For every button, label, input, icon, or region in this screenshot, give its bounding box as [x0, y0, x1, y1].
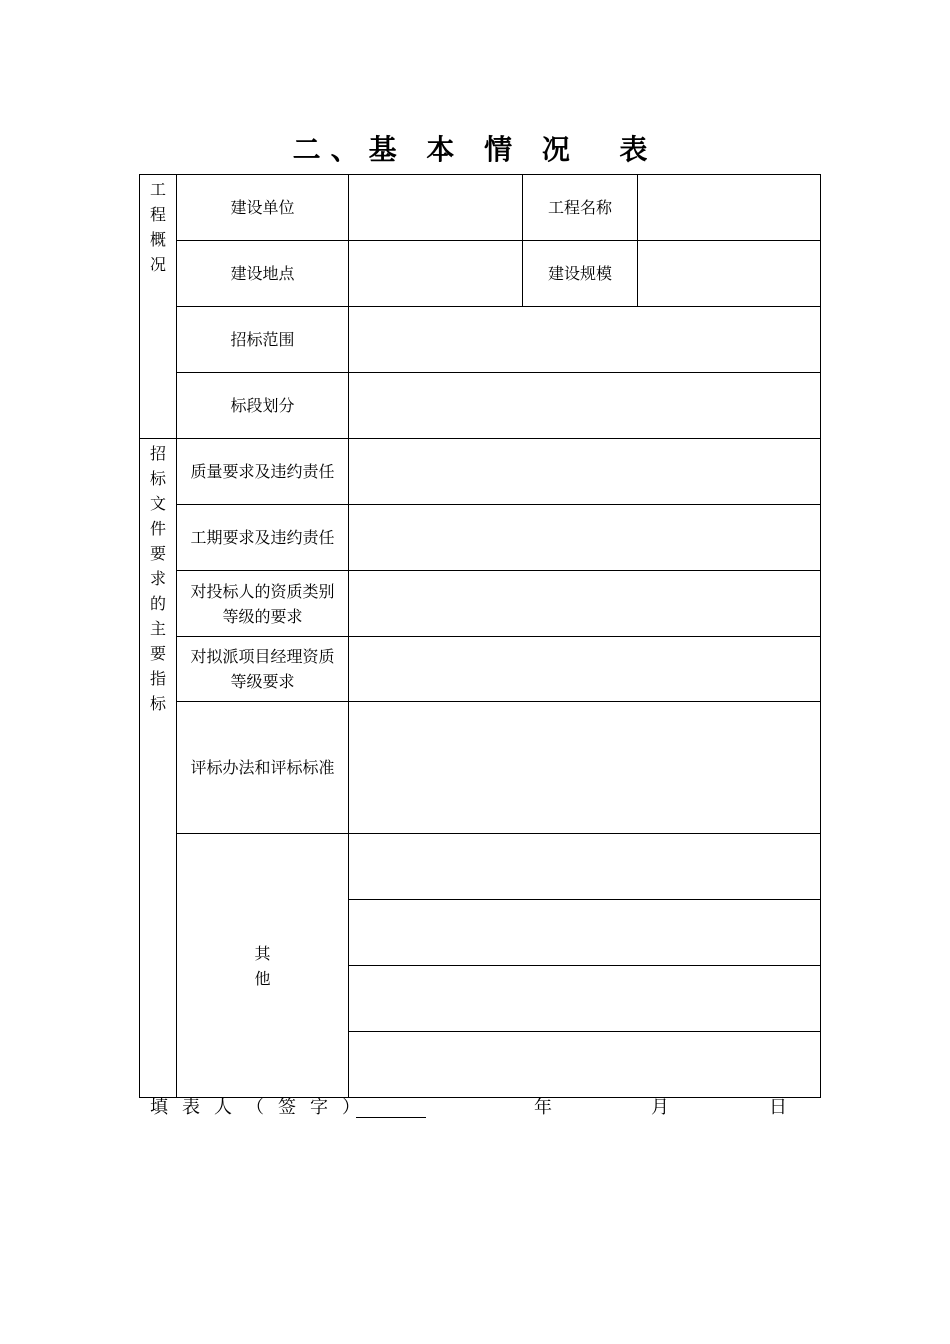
bid-scope-label: 招标范围	[177, 307, 349, 373]
filler-label: 填表人（签字）	[150, 1097, 374, 1118]
section-overview-label: 工程概况	[149, 180, 166, 274]
build-unit-field[interactable]	[349, 175, 523, 241]
section-requirements	[140, 439, 177, 1098]
build-scale-field[interactable]	[638, 241, 821, 307]
bidder-qualification-label: 对投标人的资质类别等级的要求	[177, 571, 349, 637]
section-division-field[interactable]	[349, 373, 821, 439]
section-overview	[140, 175, 177, 439]
build-unit-label: 建设单位	[177, 175, 349, 241]
build-location-field[interactable]	[349, 241, 523, 307]
table-row	[140, 307, 821, 373]
basic-info-table	[139, 174, 821, 1098]
other-field-1[interactable]	[349, 834, 821, 900]
signature-footer	[150, 1095, 800, 1121]
day-label: 日	[769, 1097, 787, 1118]
other-label: 其他	[177, 834, 349, 1098]
evaluation-field[interactable]	[349, 702, 821, 834]
table-row	[140, 439, 821, 505]
manager-qualification-label: 对拟派项目经理资质等级要求	[177, 637, 349, 702]
quality-label: 质量要求及违约责任	[177, 439, 349, 505]
manager-qualification-field[interactable]	[349, 637, 821, 702]
table-row	[140, 373, 821, 439]
other-field-4[interactable]	[349, 1032, 821, 1098]
project-name-label: 工程名称	[523, 175, 638, 241]
page-title: 二、基 本 情 况 表	[292, 133, 658, 166]
table-row	[140, 571, 821, 637]
table-row	[140, 241, 821, 307]
schedule-field[interactable]	[349, 505, 821, 571]
table-row	[140, 702, 821, 834]
build-location-label: 建设地点	[177, 241, 349, 307]
other-field-2[interactable]	[349, 900, 821, 966]
signature-line[interactable]	[356, 1117, 426, 1118]
section-requirements-label: 招标文件要求的主要指标	[149, 444, 166, 713]
schedule-label: 工期要求及违约责任	[177, 505, 349, 571]
table-row	[140, 637, 821, 702]
section-division-label: 标段划分	[177, 373, 349, 439]
table-row	[140, 834, 821, 900]
evaluation-label: 评标办法和评标标准	[177, 702, 349, 834]
quality-field[interactable]	[349, 439, 821, 505]
year-label: 年	[534, 1097, 552, 1118]
build-scale-label: 建设规模	[523, 241, 638, 307]
other-field-3[interactable]	[349, 966, 821, 1032]
bidder-qualification-field[interactable]	[349, 571, 821, 637]
bid-scope-field[interactable]	[349, 307, 821, 373]
project-name-field[interactable]	[638, 175, 821, 241]
table-row	[140, 175, 821, 241]
table-row	[140, 505, 821, 571]
month-label: 月	[651, 1097, 669, 1118]
